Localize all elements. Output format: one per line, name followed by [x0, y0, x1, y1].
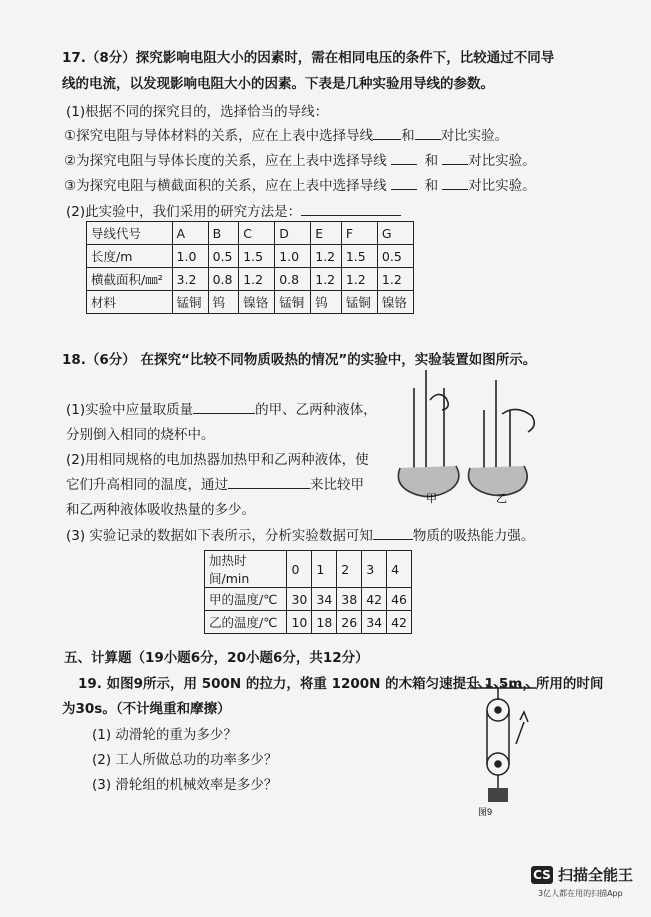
table-cell: 导线代号: [87, 222, 173, 245]
table-cell: 锰铜: [172, 291, 208, 314]
camscanner-logo: CS: [531, 866, 553, 884]
pulley-figure: [466, 684, 546, 816]
table-cell: A: [172, 222, 208, 245]
table-row: [87, 291, 414, 314]
q18-l2: 分别倒入相同的烧杯中。: [66, 427, 215, 443]
table-cell: 长度/m: [87, 245, 173, 268]
table-row: [205, 611, 412, 634]
table-cell: F: [341, 222, 377, 245]
table-cell: 0.8: [208, 268, 239, 291]
answer-blank[interactable]: [373, 526, 413, 540]
table-cell: 钨: [208, 291, 239, 314]
table-row: [205, 588, 412, 611]
q18-l6: [66, 524, 534, 544]
q17-item2-text: ②为探究电阻与导体长度的关系，应在上表中选择导线: [64, 153, 387, 169]
temperature-table: [204, 550, 412, 634]
q17-line1: 17.（8分）探究影响电阻大小的因素时，需在相同电压的条件下，比较通过不同导: [62, 50, 555, 66]
table-cell: 1.2: [341, 268, 377, 291]
table-cell: G: [377, 222, 413, 245]
q17-sub2-text: (2)此实验中，我们采用的研究方法是：: [66, 204, 302, 220]
q17-line2: 线的电流，以发现影响电阻大小的因素。下表是几种实验用导线的参数。: [62, 76, 494, 92]
table-cell: 3: [362, 551, 387, 588]
answer-blank[interactable]: [228, 475, 310, 489]
table-cell: 18: [312, 611, 337, 634]
table-cell: 0.5: [377, 245, 413, 268]
brand-name: 扫描全能王: [558, 866, 634, 884]
q17-item1: [64, 124, 508, 144]
table-cell: 2: [337, 551, 362, 588]
q17-item1-and: 和: [401, 128, 415, 144]
table-cell: 4: [387, 551, 412, 588]
table-cell: 34: [312, 588, 337, 611]
q18-l1-text: (1)实验中应量取质量: [66, 402, 194, 418]
fig-label-jia: 甲: [426, 493, 437, 505]
q17-item3: [64, 174, 536, 194]
q18-line1: 18.（6分） 在探究“比较不同物质吸热的情况”的实验中，实验装置如图所示。: [62, 352, 537, 368]
table-cell: 46: [387, 588, 412, 611]
crate-icon: [488, 788, 508, 802]
table-cell: B: [208, 222, 239, 245]
table-cell: 1.0: [172, 245, 208, 268]
brand-tagline: 3亿人都在用的扫描App: [538, 889, 623, 898]
q17-item2-and: 和: [424, 153, 439, 169]
q17-item3-end: 对比实验。: [468, 178, 536, 194]
q17-item3-and: 和: [424, 178, 439, 194]
q17-sub1: (1)根据不同的探究目的，选择恰当的导线：: [66, 104, 329, 120]
table-cell: 0.5: [208, 245, 239, 268]
table-cell: 加热时间/min: [205, 551, 287, 588]
answer-blank[interactable]: [415, 126, 441, 140]
table-cell: 0: [287, 551, 312, 588]
answer-blank[interactable]: [391, 151, 417, 165]
table-cell: 10: [287, 611, 312, 634]
q18-l6-end: 物质的吸热能力强。: [412, 528, 535, 544]
table-cell: C: [239, 222, 275, 245]
q17-item1-end: 对比实验。: [440, 128, 509, 144]
table-row: [87, 268, 414, 291]
table-row: [87, 245, 414, 268]
table-cell: 1.0: [275, 245, 311, 268]
table-cell: 锰铜: [341, 291, 377, 314]
table-cell: 1.5: [239, 245, 275, 268]
q18-l6-text: (3) 实验记录的数据如下表所示，分析实验数据可知: [66, 528, 373, 544]
table-cell: 甲的温度/℃: [205, 588, 287, 611]
q19-sub3: (3) 滑轮组的机械效率是多少？: [92, 777, 278, 793]
table-cell: 42: [362, 588, 387, 611]
q19-sub1: (1) 动滑轮的重为多少？: [92, 727, 237, 743]
q18-l1-end: 的甲、乙两种液体，: [255, 402, 377, 418]
beaker-yi: [469, 380, 535, 496]
wire-parameters-table: [86, 221, 414, 314]
answer-blank[interactable]: [391, 176, 417, 190]
q17-item1-text: ①探究电阻与导体材料的关系，应在上表中选择导线: [64, 128, 374, 144]
answer-blank[interactable]: [442, 151, 468, 165]
table-cell: 1.2: [311, 245, 342, 268]
beaker-jia: [398, 370, 459, 497]
beakers-figure: [386, 370, 556, 512]
table-cell: 42: [387, 611, 412, 634]
table-cell: 镍铬: [377, 291, 413, 314]
table-cell: 1.2: [377, 268, 413, 291]
q17-item3-text: ③为探究电阻与横截面积的关系，应在上表中选择导线: [64, 178, 387, 194]
table-cell: 乙的温度/℃: [205, 611, 287, 634]
table-cell: 0.8: [275, 268, 311, 291]
table-cell: D: [275, 222, 311, 245]
q17-item2: [64, 149, 536, 169]
table-cell: 30: [287, 588, 312, 611]
table-cell: 34: [362, 611, 387, 634]
table-cell: 38: [337, 588, 362, 611]
q19-sub2: (2) 工人所做总功的功率多少？: [92, 752, 278, 768]
fig-label-yi: 乙: [496, 493, 507, 505]
table-cell: 横截面积/㎜²: [87, 268, 173, 291]
table-cell: 26: [337, 611, 362, 634]
table-cell: 1: [312, 551, 337, 588]
q19-line1: 19. 如图9所示，用 500N 的拉力，将重 1200N 的木箱匀速提升 1.5m，所用的时间: [78, 676, 604, 692]
table-cell: 3.2: [172, 268, 208, 291]
table-cell: E: [311, 222, 342, 245]
answer-blank[interactable]: [373, 126, 401, 140]
answer-blank[interactable]: [193, 400, 255, 414]
table-cell: 钨: [311, 291, 342, 314]
table-cell: 1.2: [239, 268, 275, 291]
q19-line2: 为30s。（不计绳重和摩擦）: [62, 701, 231, 717]
table-cell: 镍铬: [239, 291, 275, 314]
section-title: 五、计算题（19小题6分，20小题6分，共12分）: [64, 650, 369, 666]
answer-blank[interactable]: [442, 176, 468, 190]
table-row: [87, 222, 414, 245]
table-cell: 1.2: [311, 268, 342, 291]
table-cell: 1.5: [341, 245, 377, 268]
fig-caption: 图9: [478, 807, 493, 816]
q18-l4: [66, 473, 364, 493]
q18-l4-text: 它们升高相同的温度，通过: [66, 477, 228, 493]
q18-l5: 和乙两种液体吸收热量的多少。: [66, 502, 255, 518]
table-row: [205, 551, 412, 588]
answer-blank[interactable]: [301, 202, 401, 216]
table-cell: 材料: [87, 291, 173, 314]
q17-item2-end: 对比实验。: [468, 153, 536, 169]
q18-l3: (2)用相同规格的电加热器加热甲和乙两种液体，使: [66, 452, 369, 468]
q17-sub2: [66, 200, 401, 220]
q18-l1: [66, 398, 377, 418]
q18-l4-end: 来比较甲: [310, 477, 364, 493]
table-cell: 锰铜: [275, 291, 311, 314]
